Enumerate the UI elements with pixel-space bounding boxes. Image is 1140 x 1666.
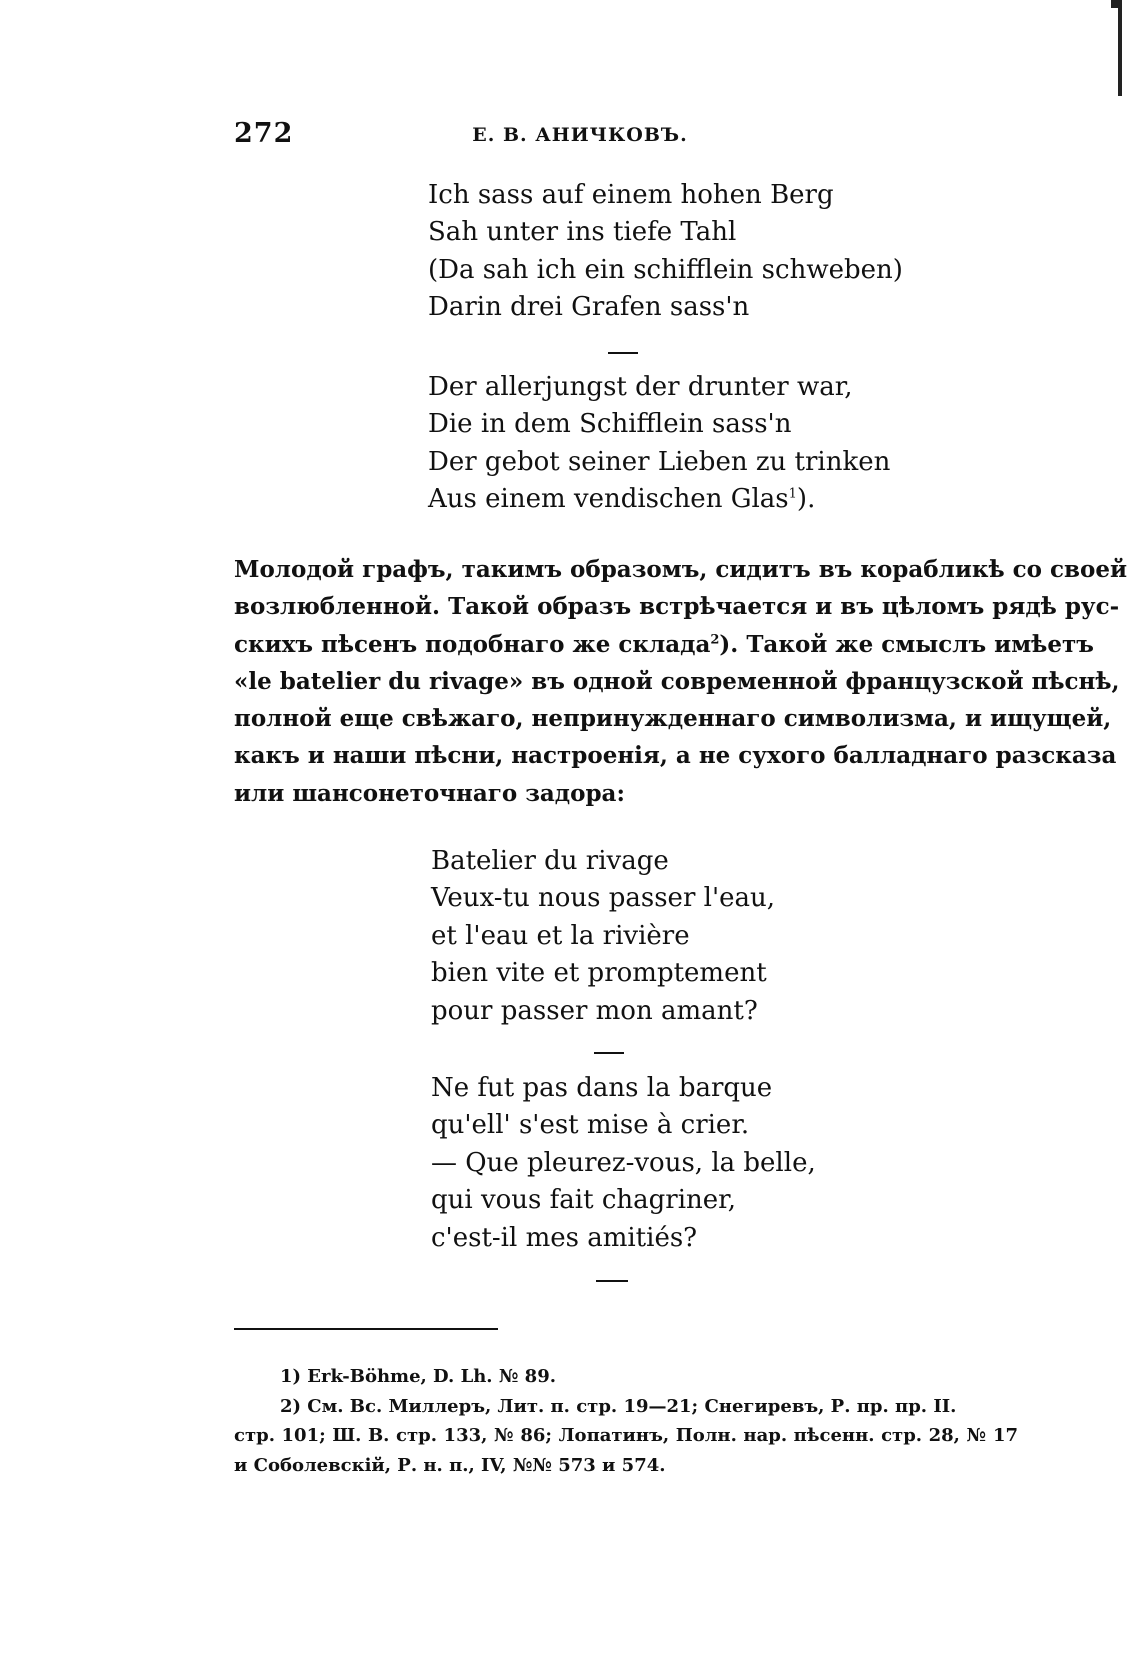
verse-line: qu'ell' s'est mise à crier. [431,1110,750,1141]
prose-line: какъ и наши пѣсни, настроенія, а не сухого балладнаго разсказа [234,742,1117,770]
verse-line: Die in dem Schifflein sass'n [428,409,792,440]
stanza-divider [594,1052,624,1054]
verse-line: pour passer mon amant? [431,995,758,1026]
footnotes [234,1362,1018,1480]
prose-line: «le batelier du rivage» въ одной современной французской пѣснѣ, [234,667,1120,695]
running-head: Е. В. АНИЧКОВЪ. [472,124,688,146]
footnote-separator [234,1328,498,1330]
verse-line: (Da sah ich ein schifflein schweben) [428,254,903,285]
stanza-divider [596,1280,628,1282]
verse-line: Ich sass auf einem hohen Berg [428,180,834,210]
prose-paragraph [234,551,1128,812]
german-poem-stanza-2 [428,369,890,519]
footnote-2-line: 2) См. Вс. Миллеръ, Лит. п. стр. 19—21; Снегиревъ, Р. пр. пр. II. [280,1395,957,1417]
stanza-divider [608,352,638,354]
french-poem-stanza-2 [431,1070,816,1257]
prose-line: или шансонеточнаго задора: [234,779,625,807]
verse-line: bien vite et promptement [431,958,767,989]
verse-text: Aus einem vendischen Glas [428,484,789,515]
french-poem-stanza-1 [431,843,775,1030]
scan-edge-mark [1118,0,1122,96]
footnote-2-line: стр. 101; Ш. В. стр. 133, № 86; Лопатинъ, Полн. нар. пѣсенн. стр. 28, № 17 [234,1425,1018,1446]
verse-line: Darin drei Grafen sass'n [428,292,750,323]
footnote-2-line: и Соболевскій, Р. н. п., IV, №№ 573 и 574. [234,1454,666,1476]
verse-line: et l'eau et la rivière [431,920,690,951]
page-number: 272 [234,118,294,149]
verse-line: Batelier du rivage [431,846,669,876]
verse-line: Sah unter ins tiefe Tahl [428,217,737,248]
prose-line: возлюбленной. Такой образъ встрѣчается и въ цѣломъ рядѣ рус- [234,593,1120,621]
prose-line [234,626,1094,663]
verse-line: Veux-tu nous passer l'eau, [431,883,775,914]
verse-line: — Que pleurez-vous, la belle, [431,1147,816,1178]
verse-line: Der gebot seiner Lieben zu trinken [428,446,891,477]
german-poem-stanza-1 [428,177,903,327]
prose-line: Молодой графъ, такимъ образомъ, сидитъ въ корабликѣ со своей [234,556,1128,583]
verse-tail: ). [796,484,816,515]
verse-line: Ne fut pas dans la barque [431,1073,773,1103]
verse-line: qui vous fait chagriner, [431,1185,736,1216]
prose-line: полной еще свѣжаго, непринужденнаго символизма, и ищущей, [234,705,1112,733]
verse-line [428,481,890,518]
footnote-1: 1) Erk-Böhme, D. Lh. № 89. [280,1366,556,1387]
footnote-ref-1[interactable]: 1 [788,486,797,502]
verse-line: Der allerjungst der drunter war, [428,372,853,402]
footnote-ref-2[interactable]: 2 [710,631,720,647]
prose-text: скихъ пѣсенъ подобнаго же склада [234,630,711,658]
prose-text: ). Такой же смыслъ имѣетъ [719,630,1094,658]
verse-line: c'est-il mes amitiés? [431,1222,698,1253]
